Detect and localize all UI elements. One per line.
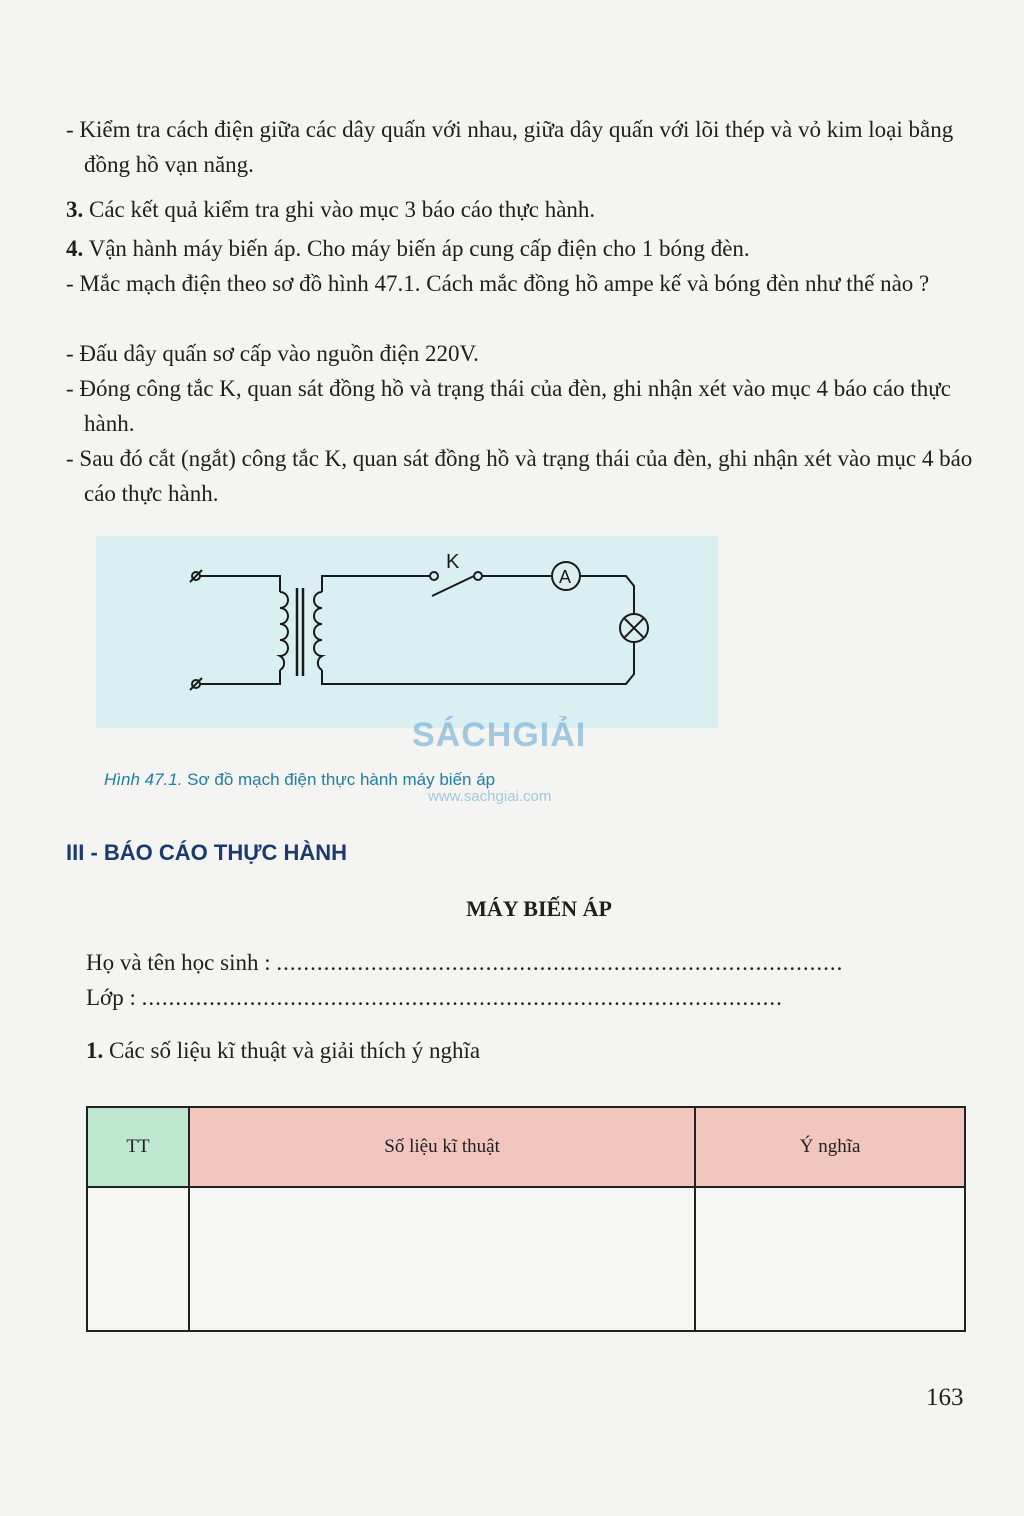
name-label: Họ và tên học sinh : [86,950,277,975]
caption-text: Sơ đồ mạch điện thực hành máy biến áp [182,770,496,789]
table-row [87,1187,965,1331]
watermark [412,716,587,805]
header-tt: TT [87,1107,189,1187]
step-text: Các kết quả kiểm tra ghi vào mục 3 báo cáo thực hành. [83,197,596,222]
header-specs: Số liệu kĩ thuật [189,1107,695,1187]
ammeter-label: A [559,567,572,587]
header-meaning: Ý nghĩa [695,1107,965,1187]
watermark-logo: SÁCHGIẢI [412,716,587,754]
switch-blade [432,576,474,596]
name-dots: .................................................................................... [276,950,844,975]
caption-lead: Hình 47.1. [104,770,183,789]
specs-table [86,1106,966,1332]
instruction-check-insulation: - Kiểm tra cách điện giữa các dây quấn với nhau, giữa dây quấn với lõi thép và vỏ kim loại bằng đồng hồ vạn năng. [66,117,954,177]
cell-tt [87,1187,189,1331]
circuit-diagram [96,536,718,728]
step-number: 3. [66,197,84,222]
cell-specs [189,1187,695,1331]
watermark-url: www.sachgiai.com [428,788,552,805]
switch-contact-left [430,572,438,580]
page-number: 163 [926,1384,964,1411]
figure-caption [104,770,495,790]
step-3 [66,192,968,227]
report-question-1 [86,1038,480,1064]
section-heading: III - BÁO CÁO THỰC HÀNH [66,840,348,865]
instruction-connect-circuit: - Mắc mạch điện theo sơ đồ hình 47.1. Cách mắc đồng hồ ampe kế và bóng đèn như thế nào ? [66,271,930,296]
report-title: MÁY BIẾN ÁP [466,896,612,921]
step-number: 4. [66,236,84,261]
step-4 [66,231,968,266]
primary-coil [280,592,288,670]
student-name-field [86,950,843,976]
instruction-open-switch: - Sau đó cắt (ngắt) công tắc K, quan sát đồng hồ và trạng thái của đèn, ghi nhận xét vào mục 4 báo cáo thực hành. [66,446,973,506]
instruction-connect-primary: - Đấu dây quấn sơ cấp vào nguồn điện 220V. [66,341,479,366]
circuit-diagram-svg [96,536,718,728]
question-text: Các số liệu kĩ thuật và giải thích ý nghĩa [103,1038,481,1063]
table-header-row [87,1107,965,1187]
cell-meaning [695,1187,965,1331]
instruction-close-switch: - Đóng công tắc K, quan sát đồng hồ và trạng thái của đèn, ghi nhận xét vào mục 4 báo cáo thực hành. [66,376,951,436]
switch-contact-right [474,572,482,580]
class-dots: ............................................................................................... [141,985,783,1010]
class-label: Lớp : [86,985,142,1010]
class-field [86,985,783,1011]
question-number: 1. [86,1038,104,1063]
step-text: Vận hành máy biến áp. Cho máy biến áp cung cấp điện cho 1 bóng đèn. [83,236,750,261]
switch-label: K [446,551,460,573]
secondary-coil [314,592,322,670]
